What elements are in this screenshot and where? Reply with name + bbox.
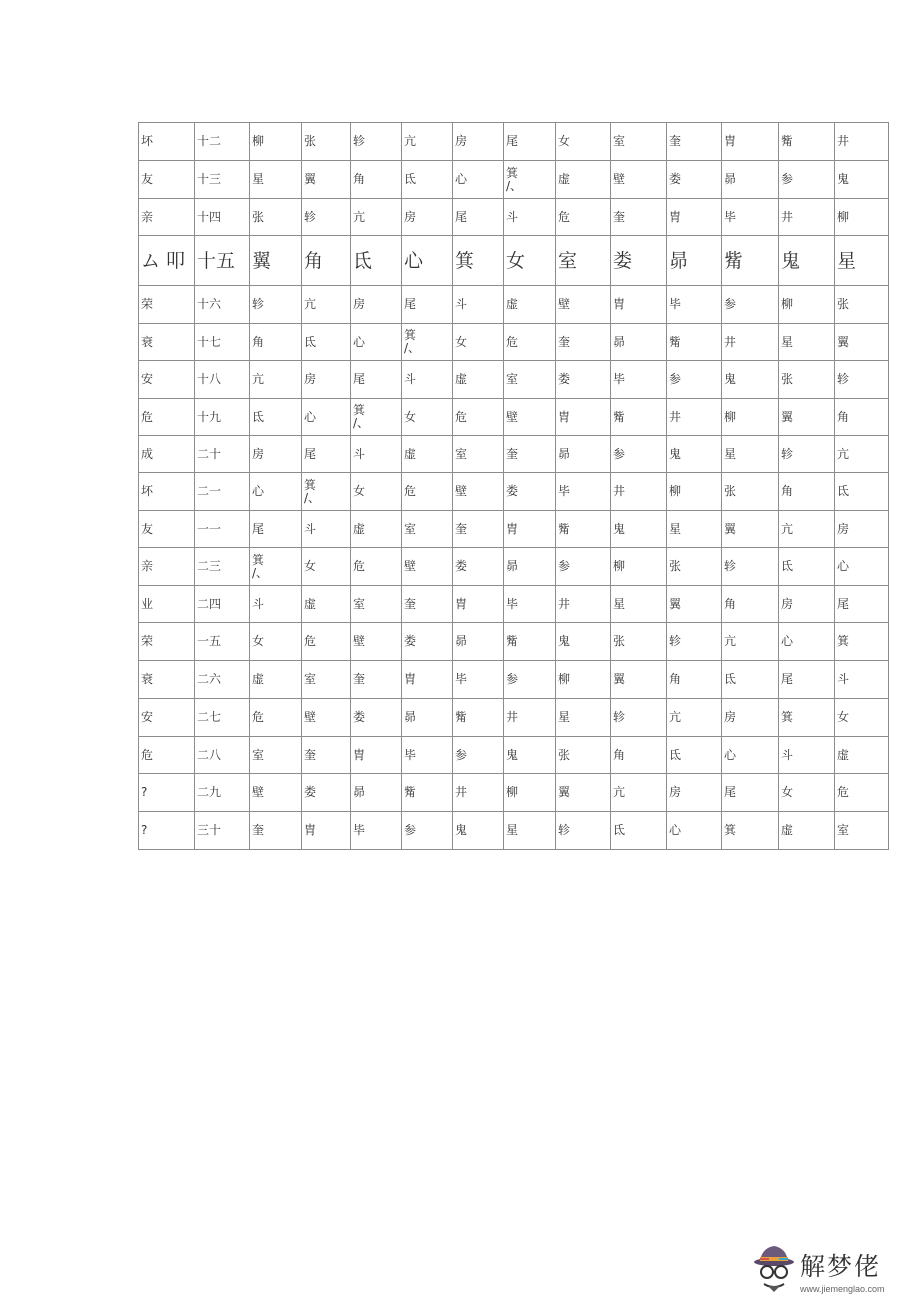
- mansion-cell: 张: [835, 286, 889, 324]
- day-number-cell: 十六: [195, 286, 250, 324]
- row-label-cell: 坏: [139, 473, 195, 511]
- mansion-cell: 虚: [302, 586, 351, 623]
- mansion-cell: 毕: [351, 812, 402, 850]
- day-number-cell: 二十: [195, 436, 250, 473]
- day-number-cell: 十二: [195, 123, 250, 161]
- table-row: [139, 586, 889, 623]
- mansion-cell: 尾: [250, 511, 302, 548]
- mansion-cell: 亢: [835, 436, 889, 473]
- mansion-cell: 角: [667, 661, 722, 699]
- mansion-cell: 翼: [722, 511, 779, 548]
- mansion-cell: 壁: [453, 473, 504, 511]
- day-number-cell: 十三: [195, 161, 250, 199]
- mansion-cell: 轸: [302, 199, 351, 236]
- mansion-cell: 觜: [402, 774, 453, 812]
- mansion-cell: 轸: [835, 361, 889, 399]
- mansion-cell: 虚: [351, 511, 402, 548]
- day-number-cell: 十五: [195, 236, 250, 286]
- mansion-cell: 鬼: [722, 361, 779, 399]
- mansion-cell: 房: [779, 586, 835, 623]
- mansion-cell: 箕 /、: [351, 399, 402, 436]
- mansion-cell: 尾: [302, 436, 351, 473]
- mansion-cell: 尾: [779, 661, 835, 699]
- row-label-cell: ム 叩: [139, 236, 195, 286]
- mansion-cell: 心: [250, 473, 302, 511]
- mansion-cell: 斗: [453, 286, 504, 324]
- mansion-cell: 危: [504, 324, 556, 361]
- mansion-cell: 柳: [779, 286, 835, 324]
- mansion-cell: 心: [835, 548, 889, 586]
- mansion-cell: 尾: [722, 774, 779, 812]
- mansion-cell: 箕: [453, 236, 504, 286]
- mansion-cell: 箕 /、: [504, 161, 556, 199]
- mansion-cell: 翼: [667, 586, 722, 623]
- mansion-cell: 奎: [302, 737, 351, 774]
- mansion-cell: 井: [453, 774, 504, 812]
- mansion-cell: 翼: [556, 774, 611, 812]
- mansion-cell: 参: [722, 286, 779, 324]
- day-number-cell: 二四: [195, 586, 250, 623]
- mansion-cell: 箕 /、: [402, 324, 453, 361]
- mansion-cell: 斗: [402, 361, 453, 399]
- mansion-cell: 张: [779, 361, 835, 399]
- mansion-cell: 娄: [611, 236, 667, 286]
- mansion-cell: 柳: [556, 661, 611, 699]
- mansion-cell: 胄: [722, 123, 779, 161]
- table-row: [139, 774, 889, 812]
- mansion-cell: 亢: [402, 123, 453, 161]
- row-label-cell: 衰: [139, 324, 195, 361]
- mansion-cell: 井: [611, 473, 667, 511]
- mansion-cell: 鬼: [611, 511, 667, 548]
- day-number-cell: 二八: [195, 737, 250, 774]
- mansion-cell: 鬼: [835, 161, 889, 199]
- day-number-cell: 十八: [195, 361, 250, 399]
- mansion-cell: 井: [779, 199, 835, 236]
- mansion-cell: 氐: [835, 473, 889, 511]
- mansion-cell: 壁: [556, 286, 611, 324]
- mansion-cell: 胄: [351, 737, 402, 774]
- mansion-cell: 奎: [453, 511, 504, 548]
- mansion-cell: 井: [722, 324, 779, 361]
- mansion-cell: 尾: [453, 199, 504, 236]
- mansion-cell: 娄: [667, 161, 722, 199]
- row-label-cell: 亲: [139, 199, 195, 236]
- mansion-cell: 轸: [667, 623, 722, 661]
- mansion-cell: 星: [835, 236, 889, 286]
- mansion-cell: 参: [402, 812, 453, 850]
- mansion-cell: 虚: [835, 737, 889, 774]
- mansion-cell: 箕: [722, 812, 779, 850]
- mansion-cell: 张: [722, 473, 779, 511]
- mansion-cell: 奎: [611, 199, 667, 236]
- mansion-cell: 胄: [667, 199, 722, 236]
- mansion-cell: 角: [835, 399, 889, 436]
- mansion-cell: 心: [722, 737, 779, 774]
- mansion-cell: 星: [556, 699, 611, 737]
- mansion-cell: 斗: [504, 199, 556, 236]
- day-number-cell: 十七: [195, 324, 250, 361]
- mansion-cell: 奎: [250, 812, 302, 850]
- mansion-cell: 室: [351, 586, 402, 623]
- mansion-cell: 翼: [779, 399, 835, 436]
- mansion-cell: 危: [453, 399, 504, 436]
- row-label-cell: 安: [139, 361, 195, 399]
- mansion-cell: 鬼: [779, 236, 835, 286]
- mansion-cell: 虚: [250, 661, 302, 699]
- mansion-cell: 柳: [722, 399, 779, 436]
- mansion-cell: 娄: [351, 699, 402, 737]
- mansion-cell: 亢: [722, 623, 779, 661]
- mansion-cell: 房: [302, 361, 351, 399]
- row-label-cell: 友: [139, 161, 195, 199]
- row-label-cell: 荣: [139, 286, 195, 324]
- mansion-cell: 张: [556, 737, 611, 774]
- mansion-cell: 昴: [611, 324, 667, 361]
- mansion-cell: 室: [611, 123, 667, 161]
- mansion-cell: 女: [835, 699, 889, 737]
- mansion-cell: 室: [835, 812, 889, 850]
- mansion-cell: 井: [504, 699, 556, 737]
- mansion-cell: 柳: [611, 548, 667, 586]
- mansion-cell: 娄: [402, 623, 453, 661]
- mansion-cell: 奎: [351, 661, 402, 699]
- mansion-cell: 斗: [250, 586, 302, 623]
- mansion-cell: 昴: [453, 623, 504, 661]
- row-label-cell: 安: [139, 699, 195, 737]
- mansion-cell: 心: [779, 623, 835, 661]
- row-label-cell: ?: [139, 774, 195, 812]
- mansion-cell: 女: [504, 236, 556, 286]
- mansion-cell: 虚: [556, 161, 611, 199]
- mansion-cell: 参: [504, 661, 556, 699]
- mansion-cell: 张: [302, 123, 351, 161]
- mansion-cell: 氐: [779, 548, 835, 586]
- mansion-cell: 昴: [402, 699, 453, 737]
- mansion-cell: 昴: [722, 161, 779, 199]
- mansion-cell: 女: [556, 123, 611, 161]
- watermark-title: 解梦佬: [800, 1252, 882, 1281]
- mansion-cell: 星: [779, 324, 835, 361]
- mansion-cell: 觜: [667, 324, 722, 361]
- mansion-cell: 觜: [556, 511, 611, 548]
- mansion-cell: 箕 /、: [250, 548, 302, 586]
- table-row: [139, 199, 889, 236]
- mansion-cell: 奎: [504, 436, 556, 473]
- day-number-cell: 一五: [195, 623, 250, 661]
- mansion-cell: 角: [351, 161, 402, 199]
- mansion-cell: 毕: [611, 361, 667, 399]
- table-row: [139, 737, 889, 774]
- table-row: [139, 123, 889, 161]
- row-label-cell: 坏: [139, 123, 195, 161]
- table-row: [139, 399, 889, 436]
- mansion-cell: 女: [779, 774, 835, 812]
- watermark-url: www.jiemenglao.com: [800, 1284, 885, 1294]
- mansion-cell: 参: [453, 737, 504, 774]
- table-row: [139, 436, 889, 473]
- mansion-cell: 室: [402, 511, 453, 548]
- day-number-cell: 十四: [195, 199, 250, 236]
- day-number-cell: 二九: [195, 774, 250, 812]
- mansion-cell: 尾: [504, 123, 556, 161]
- mansion-cell: 轸: [779, 436, 835, 473]
- mansion-cell: 柳: [667, 473, 722, 511]
- mansion-cell: 斗: [302, 511, 351, 548]
- mansion-cell: 壁: [504, 399, 556, 436]
- table-row: [139, 699, 889, 737]
- day-number-cell: 一一: [195, 511, 250, 548]
- mansion-cell: 尾: [351, 361, 402, 399]
- mansion-cell: 星: [667, 511, 722, 548]
- table-row: [139, 548, 889, 586]
- mansion-cell: 氐: [722, 661, 779, 699]
- mansion-cell: 箕: [779, 699, 835, 737]
- mansion-cell: 房: [250, 436, 302, 473]
- mansion-cell: 柳: [835, 199, 889, 236]
- mansion-cell: 室: [302, 661, 351, 699]
- mansion-cell: 女: [402, 399, 453, 436]
- mansion-cell: 胄: [402, 661, 453, 699]
- mansion-cell: 娄: [556, 361, 611, 399]
- mansion-cell: 角: [779, 473, 835, 511]
- mansion-cell: 房: [402, 199, 453, 236]
- day-number-cell: 二一: [195, 473, 250, 511]
- mansion-cell: 毕: [722, 199, 779, 236]
- mansion-cell: 翼: [835, 324, 889, 361]
- mansion-cell: 娄: [302, 774, 351, 812]
- mansion-cell: 危: [402, 473, 453, 511]
- mansion-cell: 胄: [556, 399, 611, 436]
- mansion-cell: 娄: [453, 548, 504, 586]
- mansion-cell: 危: [302, 623, 351, 661]
- mansion-cell: 亢: [351, 199, 402, 236]
- row-label-cell: ?: [139, 812, 195, 850]
- mansion-cell: 角: [722, 586, 779, 623]
- mansion-cell: 女: [302, 548, 351, 586]
- mansion-cell: 星: [611, 586, 667, 623]
- mansion-cell: 轸: [722, 548, 779, 586]
- mansion-cell: 翼: [250, 236, 302, 286]
- mansion-cell: 胄: [453, 586, 504, 623]
- mansion-cell: 氐: [667, 737, 722, 774]
- table-row: [139, 623, 889, 661]
- mansion-cell: 箕: [835, 623, 889, 661]
- mansion-cell: 房: [835, 511, 889, 548]
- mansion-cell: 危: [556, 199, 611, 236]
- mansion-cell: 胄: [302, 812, 351, 850]
- mansion-cell: 柳: [250, 123, 302, 161]
- table-row: [139, 324, 889, 361]
- mansion-cell: 奎: [556, 324, 611, 361]
- mansion-cell: 毕: [504, 586, 556, 623]
- mansion-cell: 井: [667, 399, 722, 436]
- mansion-cell: 张: [667, 548, 722, 586]
- mansion-cell: 觜: [722, 236, 779, 286]
- mansion-cell: 轸: [556, 812, 611, 850]
- mansion-cell: 壁: [250, 774, 302, 812]
- mansion-cell: 昴: [504, 548, 556, 586]
- mansion-cell: 壁: [402, 548, 453, 586]
- mansion-cell: 室: [504, 361, 556, 399]
- mansion-cell: 房: [453, 123, 504, 161]
- mansion-cell: 危: [351, 548, 402, 586]
- row-label-cell: 成: [139, 436, 195, 473]
- mansion-cell: 亢: [302, 286, 351, 324]
- mansion-cell: 鬼: [504, 737, 556, 774]
- detective-hat-glasses-icon: [752, 1242, 796, 1298]
- row-label-cell: 危: [139, 399, 195, 436]
- mansion-cell: 张: [250, 199, 302, 236]
- mansion-cell: 氐: [250, 399, 302, 436]
- row-label-cell: 衰: [139, 661, 195, 699]
- mansion-cell: 轸: [351, 123, 402, 161]
- mansion-cell: 亢: [667, 699, 722, 737]
- row-label-cell: 友: [139, 511, 195, 548]
- mansion-cell: 张: [611, 623, 667, 661]
- mansion-cell: 毕: [453, 661, 504, 699]
- watermark-logo: [752, 1242, 902, 1298]
- mansion-cell: 壁: [351, 623, 402, 661]
- mansion-cell: 鬼: [453, 812, 504, 850]
- mansion-cell: 室: [250, 737, 302, 774]
- table-row: [139, 511, 889, 548]
- day-number-cell: 二六: [195, 661, 250, 699]
- day-number-cell: 二三: [195, 548, 250, 586]
- mansion-cell: 壁: [302, 699, 351, 737]
- mansion-cell: 昴: [667, 236, 722, 286]
- day-number-cell: 十九: [195, 399, 250, 436]
- mansion-cell: 心: [302, 399, 351, 436]
- mansion-cell: 毕: [402, 737, 453, 774]
- mansion-cell: 翼: [611, 661, 667, 699]
- mansion-cell: 虚: [453, 361, 504, 399]
- mansion-cell: 鬼: [556, 623, 611, 661]
- mansion-cell: 角: [611, 737, 667, 774]
- mansion-cell: 虚: [779, 812, 835, 850]
- mansion-cell: 氐: [302, 324, 351, 361]
- mansion-cell: 奎: [402, 586, 453, 623]
- mansion-cell: 斗: [351, 436, 402, 473]
- table-row: [139, 361, 889, 399]
- mansion-cell: 危: [250, 699, 302, 737]
- mansion-cell: 心: [667, 812, 722, 850]
- mansion-cell: 觜: [611, 399, 667, 436]
- table-row: [139, 161, 889, 199]
- mansion-cell: 室: [453, 436, 504, 473]
- mansion-cell: 亢: [250, 361, 302, 399]
- mansion-cell: 星: [722, 436, 779, 473]
- mansion-cell: 昴: [351, 774, 402, 812]
- mansion-cell: 昴: [556, 436, 611, 473]
- mansion-cell: 胄: [504, 511, 556, 548]
- mansion-cell: 虚: [504, 286, 556, 324]
- mansion-cell: 觜: [453, 699, 504, 737]
- mansion-cell: 柳: [504, 774, 556, 812]
- mansion-cell: 娄: [504, 473, 556, 511]
- mansion-cell: 鬼: [667, 436, 722, 473]
- mansion-cell: 氐: [351, 236, 402, 286]
- mansion-cell: 觜: [779, 123, 835, 161]
- day-number-cell: 三十: [195, 812, 250, 850]
- mansion-cell: 房: [351, 286, 402, 324]
- table-row: [139, 661, 889, 699]
- mansion-cell: 房: [667, 774, 722, 812]
- mansion-cell: 尾: [835, 586, 889, 623]
- mansion-cell: 氐: [402, 161, 453, 199]
- row-label-cell: 亲: [139, 548, 195, 586]
- mansion-cell: 胄: [611, 286, 667, 324]
- mansion-cell: 参: [779, 161, 835, 199]
- mansion-cell: 翼: [302, 161, 351, 199]
- row-label-cell: 危: [139, 737, 195, 774]
- mansion-cell: 觜: [504, 623, 556, 661]
- mansion-cell: 房: [722, 699, 779, 737]
- row-label-cell: 荣: [139, 623, 195, 661]
- mansion-cell: 亢: [779, 511, 835, 548]
- mansion-cell: 星: [250, 161, 302, 199]
- mansion-cell: 女: [351, 473, 402, 511]
- mansion-cell: 心: [453, 161, 504, 199]
- mansion-cell: 心: [402, 236, 453, 286]
- mansion-cell: 井: [835, 123, 889, 161]
- mansion-cell: 角: [302, 236, 351, 286]
- mansion-cell: 参: [556, 548, 611, 586]
- mansion-cell: 参: [667, 361, 722, 399]
- mansion-cell: 星: [504, 812, 556, 850]
- table-row: [139, 286, 889, 324]
- mansion-cell: 轸: [611, 699, 667, 737]
- lunar-mansion-table: [138, 122, 889, 850]
- mansion-cell: 尾: [402, 286, 453, 324]
- mansion-cell: 斗: [835, 661, 889, 699]
- mansion-cell: 参: [611, 436, 667, 473]
- mansion-cell: 井: [556, 586, 611, 623]
- mansion-cell: 轸: [250, 286, 302, 324]
- table-row: [139, 473, 889, 511]
- mansion-cell: 斗: [779, 737, 835, 774]
- table-row: [139, 236, 889, 286]
- table-row: [139, 812, 889, 850]
- mansion-cell: 毕: [556, 473, 611, 511]
- mansion-cell: 毕: [667, 286, 722, 324]
- row-label-cell: 业: [139, 586, 195, 623]
- mansion-cell: 虚: [402, 436, 453, 473]
- mansion-cell: 女: [250, 623, 302, 661]
- mansion-cell: 女: [453, 324, 504, 361]
- mansion-cell: 心: [351, 324, 402, 361]
- mansion-cell: 氐: [611, 812, 667, 850]
- mansion-cell: 角: [250, 324, 302, 361]
- mansion-cell: 室: [556, 236, 611, 286]
- mansion-cell: 危: [835, 774, 889, 812]
- mansion-cell: 亢: [611, 774, 667, 812]
- mansion-cell: 奎: [667, 123, 722, 161]
- mansion-cell: 壁: [611, 161, 667, 199]
- day-number-cell: 二七: [195, 699, 250, 737]
- mansion-cell: 箕 /、: [302, 473, 351, 511]
